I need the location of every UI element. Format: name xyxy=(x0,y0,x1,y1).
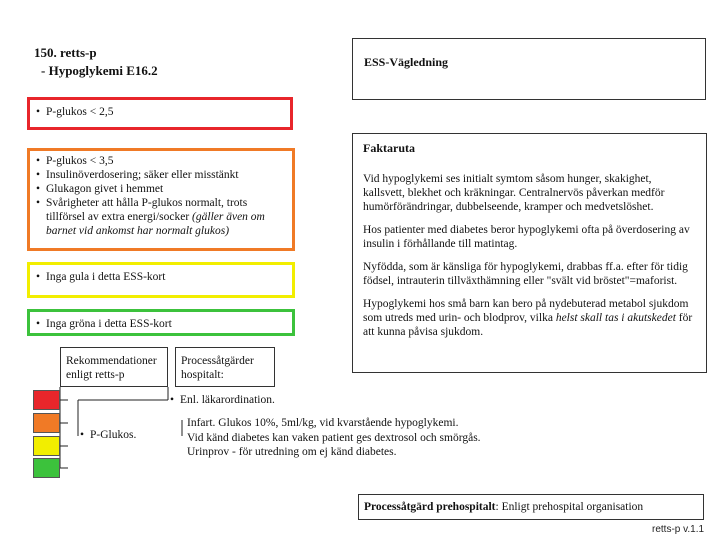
green-level-square xyxy=(33,458,60,478)
green-item: • Inga gröna i detta ESS-kort xyxy=(36,317,292,331)
lakarordination-item: • Enl. läkarordination. xyxy=(170,393,275,407)
prehospital-box xyxy=(358,494,704,520)
red-item: • P-glukos < 2,5 xyxy=(36,105,290,119)
prehospital-label: Processåtgärd prehospitalt xyxy=(364,501,496,513)
red-level-square xyxy=(33,390,60,410)
orange-item: • Insulinöverdosering; säker eller misstänkt xyxy=(36,168,286,182)
processatgarder-label: Processåtgärder hospitalt: xyxy=(181,355,254,382)
p-glukos xyxy=(80,428,136,442)
fakta-paragraph: Vid hypoglykemi ses initialt symtom såsom hunger, skakighet, kallsvett, blekhet och kräkningar. Centralnervös påverkan medför humörförändringar, dubbelseende, kramper och medvetslöshet. xyxy=(363,173,665,214)
orange-item-note: (gäller även om barnet vid ankomst har normalt glukos) xyxy=(46,211,265,238)
orange-level-square xyxy=(33,413,60,433)
p-glukos-item: • P-Glukos. xyxy=(80,428,136,442)
infart-line: Urinprov - för utredning om ej känd diabetes. xyxy=(187,446,397,459)
orange-item: • P-glukos < 3,5 xyxy=(36,154,286,168)
fakta-p4-end: för att kunna påvisa sjukdom. xyxy=(363,312,693,339)
lakarordination xyxy=(170,393,275,407)
rekommendationer-label: Rekommendationer enligt retts-p xyxy=(66,355,157,382)
fakta-paragraph: Nyfödda, som är känsliga för hypoglykemi, drabbas ff.a. efter för tidig födsel, intrauterin tillväxthämning eller "svält vid bröstet"=maforist. xyxy=(363,261,688,288)
faktaruta-heading: Faktaruta xyxy=(363,141,415,155)
title-line-2: - Hypoglykemi E16.2 xyxy=(41,62,158,78)
infart-instructions xyxy=(187,416,481,460)
rekommendationer-box xyxy=(60,347,168,387)
yellow-level-square xyxy=(33,436,60,456)
version-footer: retts-p v.1.1 xyxy=(652,524,705,535)
fakta-p4-emphasis: helst skall tas i akutskedet xyxy=(555,312,676,325)
fakta-paragraph: Hos patienter med diabetes beror hypoglykemi ofta på överdosering av insulin i förhållande till matintag. xyxy=(363,224,690,251)
ess-label: ESS-Vägledning xyxy=(364,55,449,69)
prehospital-text: : Enligt prehospital organisation xyxy=(495,501,644,513)
orange-item-text: Svårigheter att hålla P-glukos normalt, trots tillförsel av extra energi/socker xyxy=(46,197,248,224)
fakta-p4-text: Hypoglykemi hos små barn kan bero på nydebuterad metabol sjukdom som utreds med urin- och blodprov, vilka xyxy=(363,298,689,325)
infart-line: Vid känd diabetes kan vaken patient ges dextrosol och smörgås. xyxy=(187,431,481,444)
orange-item: • Glukagon givet i hemmet xyxy=(36,182,286,196)
infart-line: Infart. Glukos 10%, 5ml/kg, vid kvarstående hypoglykemi. xyxy=(187,417,459,429)
title-line-1: 150. retts-p xyxy=(34,45,97,60)
yellow-item: • Inga gula i detta ESS-kort xyxy=(36,270,292,284)
processatgarder-box xyxy=(175,347,275,387)
